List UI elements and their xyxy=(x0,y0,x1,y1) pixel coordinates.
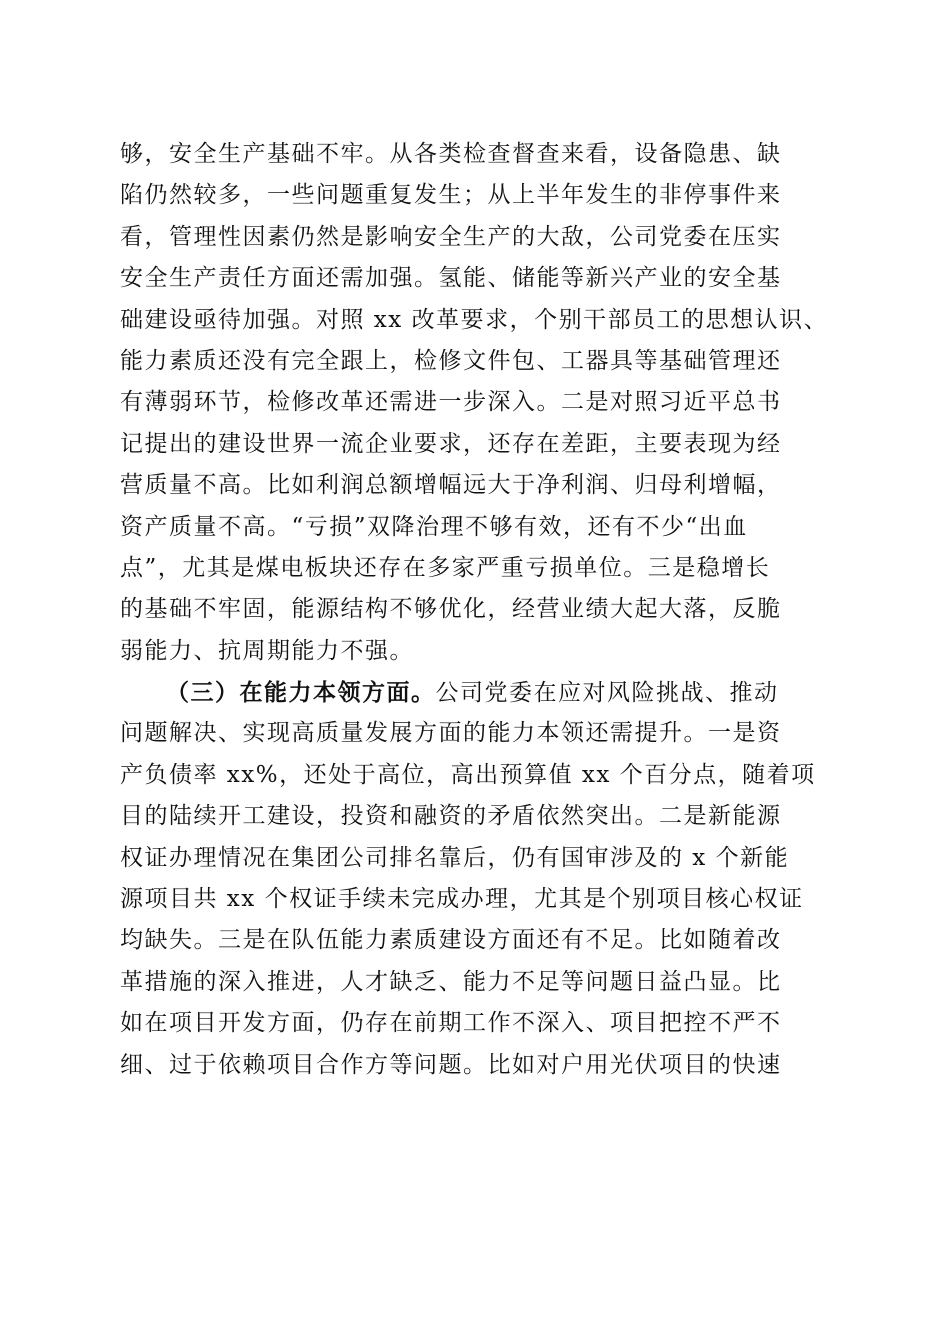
paragraph-line: 均缺失。三是在队伍能力素质建设方面还有不足。比如随着改 xyxy=(120,927,782,954)
paragraph-line: 的基础不牢固，能源结构不够优化，经营业绩大起大落，反脆 xyxy=(120,596,782,623)
section-heading: （三）在能力本领方面。 xyxy=(166,679,436,707)
paragraph-line: 安全生产责任方面还需加强。氢能、储能等新兴产业的安全基 xyxy=(120,265,782,292)
paragraph-line: 源项目共 xx 个权证手续未完成办理，尤其是个别项目核心权证 xyxy=(120,886,804,913)
section-heading-line xyxy=(120,672,840,713)
paragraph-line: 资产质量不高。“亏损”双降治理不够有效，还有不少“出血 xyxy=(120,513,748,540)
document-body xyxy=(120,134,840,1086)
paragraph-line: 能力素质还没有完全跟上，检修文件包、工器具等基础管理还 xyxy=(120,347,782,374)
paragraph-line: 记提出的建设世界一流企业要求，还存在差距，主要表现为经 xyxy=(120,430,782,457)
section-heading-rest: 公司党委在应对风险挑战、推动 xyxy=(435,680,779,707)
paragraph-line: 权证办理情况在集团公司排名靠后，仍有国审涉及的 x 个新能 xyxy=(120,844,790,871)
paragraph-line: 如在项目开发方面，仍存在前期工作不深入、项目把控不严不 xyxy=(120,1010,782,1037)
paragraph-line: 陷仍然较多，一些问题重复发生；从上半年发生的非停事件来 xyxy=(120,182,782,209)
paragraph-line: 细、过于依赖项目合作方等问题。比如对户用光伏项目的快速 xyxy=(120,1051,782,1078)
paragraph-line: 产负债率 xx%，还处于高位，高出预算值 xx 个百分点，随着项 xyxy=(120,761,816,788)
paragraph-line: 看，管理性因素仍然是影响安全生产的大敌，公司党委在压实 xyxy=(120,223,782,250)
paragraph-line: 有薄弱环节，检修改革还需进一步深入。二是对照习近平总书 xyxy=(120,389,782,416)
paragraph-line: 问题解决、实现高质量发展方面的能力本领还需提升。一是资 xyxy=(120,720,782,747)
paragraph-line: 目的陆续开工建设，投资和融资的矛盾依然突出。二是新能源 xyxy=(120,803,782,830)
paragraph-line: 础建设亟待加强。对照 xx 改革要求，个别干部员工的思想认识、 xyxy=(120,306,829,333)
paragraph-line: 够，安全生产基础不牢。从各类检查督查来看，设备隐患、缺 xyxy=(120,141,782,167)
paragraph-line: 点”，尤其是煤电板块还存在多家严重亏损单位。三是稳增长 xyxy=(120,554,771,581)
paragraph-line: 弱能力、抗周期能力不强。 xyxy=(120,637,414,664)
paragraph-line: 营质量不高。比如利润总额增幅远大于净利润、归母利增幅， xyxy=(120,472,782,499)
paragraph-line: 革措施的深入推进，人才缺乏、能力不足等问题日益凸显。比 xyxy=(120,968,782,995)
